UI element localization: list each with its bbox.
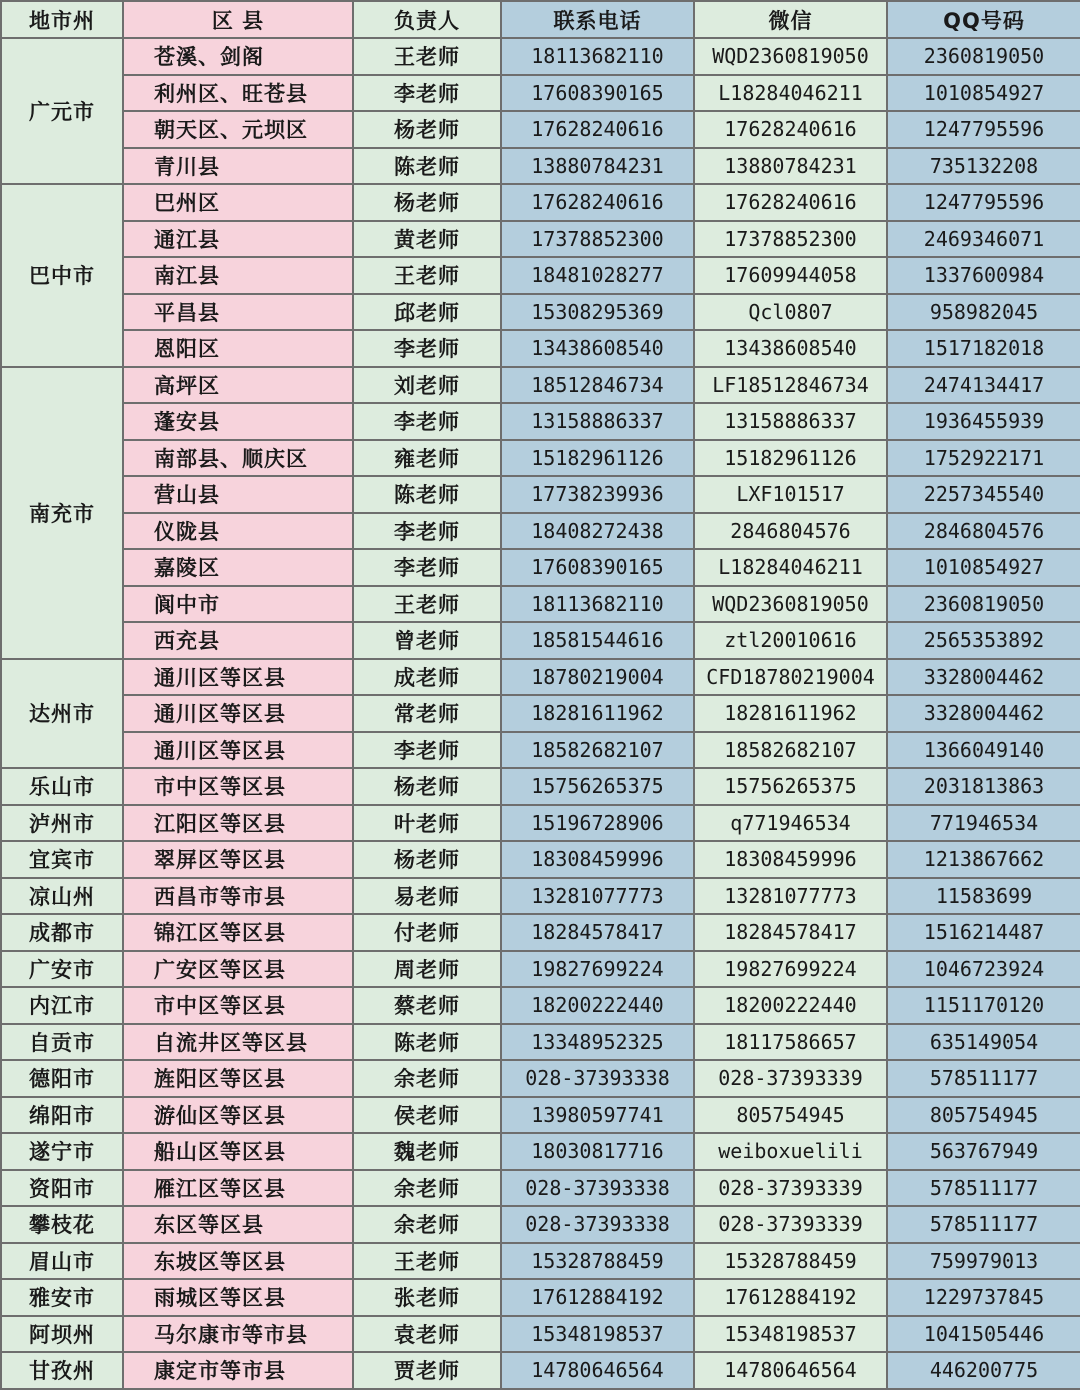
phone-cell: 17612884192 — [501, 1279, 694, 1316]
wechat-cell: L18284046211 — [694, 75, 887, 112]
district-cell: 游仙区等区县 — [123, 1097, 353, 1134]
phone-cell: 13980597741 — [501, 1097, 694, 1134]
qq-cell: 635149054 — [887, 1024, 1080, 1061]
district-cell: 仪陇县 — [123, 513, 353, 550]
qq-cell: 3328004462 — [887, 695, 1080, 732]
district-cell: 营山县 — [123, 476, 353, 513]
table-row — [1, 75, 1080, 112]
qq-cell: 3328004462 — [887, 659, 1080, 696]
table-row — [1, 1133, 1080, 1170]
qq-cell: 771946534 — [887, 805, 1080, 842]
wechat-cell: 028-37393339 — [694, 1060, 887, 1097]
phone-cell: 15348198537 — [501, 1316, 694, 1353]
city-cell: 广安市 — [1, 951, 123, 988]
phone-cell: 15308295369 — [501, 294, 694, 331]
table-row — [1, 184, 1080, 221]
person-cell: 陈老师 — [353, 148, 501, 185]
qq-cell: 2360819050 — [887, 38, 1080, 75]
table-row — [1, 403, 1080, 440]
wechat-cell: 13158886337 — [694, 403, 887, 440]
wechat-cell: 15348198537 — [694, 1316, 887, 1353]
qq-cell: 2360819050 — [887, 586, 1080, 623]
wechat-cell: WQD2360819050 — [694, 38, 887, 75]
person-cell: 李老师 — [353, 330, 501, 367]
person-cell: 常老师 — [353, 695, 501, 732]
phone-cell: 18200222440 — [501, 987, 694, 1024]
qq-cell: 1516214487 — [887, 914, 1080, 951]
table-row — [1, 951, 1080, 988]
phone-cell: 13281077773 — [501, 878, 694, 915]
qq-cell: 1337600984 — [887, 257, 1080, 294]
qq-cell: 1752922171 — [887, 440, 1080, 477]
person-cell: 周老师 — [353, 951, 501, 988]
wechat-cell: 17612884192 — [694, 1279, 887, 1316]
person-cell: 贾老师 — [353, 1352, 501, 1389]
district-cell: 雁江区等区县 — [123, 1170, 353, 1207]
person-cell: 陈老师 — [353, 476, 501, 513]
table-row — [1, 1170, 1080, 1207]
qq-cell: 446200775 — [887, 1352, 1080, 1389]
phone-cell: 13348952325 — [501, 1024, 694, 1061]
phone-cell: 17608390165 — [501, 75, 694, 112]
phone-cell: 18281611962 — [501, 695, 694, 732]
wechat-cell: 805754945 — [694, 1097, 887, 1134]
table-row — [1, 768, 1080, 805]
district-cell: 西充县 — [123, 622, 353, 659]
district-cell: 通川区等区县 — [123, 695, 353, 732]
person-cell: 杨老师 — [353, 841, 501, 878]
table-row — [1, 987, 1080, 1024]
qq-cell: 2565353892 — [887, 622, 1080, 659]
phone-cell: 19827699224 — [501, 951, 694, 988]
person-cell: 杨老师 — [353, 184, 501, 221]
city-cell: 阿坝州 — [1, 1316, 123, 1353]
wechat-cell: 18281611962 — [694, 695, 887, 732]
city-cell: 泸州市 — [1, 805, 123, 842]
district-cell: 船山区等区县 — [123, 1133, 353, 1170]
wechat-cell: LF18512846734 — [694, 367, 887, 404]
district-cell: 康定市等市县 — [123, 1352, 353, 1389]
phone-cell: 15196728906 — [501, 805, 694, 842]
wechat-cell: 17378852300 — [694, 221, 887, 258]
table-row — [1, 257, 1080, 294]
wechat-cell: 14780646564 — [694, 1352, 887, 1389]
district-cell: 自流井区等区县 — [123, 1024, 353, 1061]
person-cell: 黄老师 — [353, 221, 501, 258]
wechat-cell: 17628240616 — [694, 111, 887, 148]
table-row — [1, 440, 1080, 477]
table-body — [1, 38, 1080, 1389]
district-cell: 雨城区等区县 — [123, 1279, 353, 1316]
phone-cell: 15328788459 — [501, 1243, 694, 1280]
city-cell: 攀枝花 — [1, 1206, 123, 1243]
qq-cell: 1046723924 — [887, 951, 1080, 988]
qq-cell: 578511177 — [887, 1170, 1080, 1207]
table-row — [1, 732, 1080, 769]
qq-cell: 2469346071 — [887, 221, 1080, 258]
person-cell: 李老师 — [353, 513, 501, 550]
district-cell: 平昌县 — [123, 294, 353, 331]
person-cell: 蔡老师 — [353, 987, 501, 1024]
phone-cell: 18408272438 — [501, 513, 694, 550]
phone-cell: 18113682110 — [501, 586, 694, 623]
city-cell: 德阳市 — [1, 1060, 123, 1097]
wechat-cell: weiboxuelili — [694, 1133, 887, 1170]
table-row — [1, 148, 1080, 185]
wechat-cell: 15182961126 — [694, 440, 887, 477]
district-cell: 通江县 — [123, 221, 353, 258]
phone-cell: 17608390165 — [501, 549, 694, 586]
phone-cell: 13880784231 — [501, 148, 694, 185]
qq-cell: 563767949 — [887, 1133, 1080, 1170]
person-cell: 付老师 — [353, 914, 501, 951]
phone-cell: 17628240616 — [501, 184, 694, 221]
table-row — [1, 549, 1080, 586]
city-cell: 资阳市 — [1, 1170, 123, 1207]
qq-cell: 1936455939 — [887, 403, 1080, 440]
district-cell: 南江县 — [123, 257, 353, 294]
qq-cell: 759979013 — [887, 1243, 1080, 1280]
district-cell: 市中区等区县 — [123, 987, 353, 1024]
district-cell: 青川县 — [123, 148, 353, 185]
qq-cell: 2846804576 — [887, 513, 1080, 550]
qq-cell: 735132208 — [887, 148, 1080, 185]
person-cell: 余老师 — [353, 1206, 501, 1243]
district-cell: 蓬安县 — [123, 403, 353, 440]
city-cell: 甘孜州 — [1, 1352, 123, 1389]
header-phone: 联系电话 — [501, 1, 694, 38]
city-cell: 广元市 — [1, 38, 123, 184]
table-row — [1, 695, 1080, 732]
city-cell: 绵阳市 — [1, 1097, 123, 1134]
wechat-cell: 15328788459 — [694, 1243, 887, 1280]
table-row — [1, 586, 1080, 623]
phone-cell: 15756265375 — [501, 768, 694, 805]
table-row — [1, 1316, 1080, 1353]
qq-cell: 11583699 — [887, 878, 1080, 915]
qq-cell: 958982045 — [887, 294, 1080, 331]
district-cell: 巴州区 — [123, 184, 353, 221]
wechat-cell: q771946534 — [694, 805, 887, 842]
person-cell: 曾老师 — [353, 622, 501, 659]
person-cell: 杨老师 — [353, 768, 501, 805]
header-district: 区 县 — [123, 1, 353, 38]
wechat-cell: 13438608540 — [694, 330, 887, 367]
header-qq: QQ号码 — [887, 1, 1080, 38]
wechat-cell: Qcl0807 — [694, 294, 887, 331]
person-cell: 雍老师 — [353, 440, 501, 477]
person-cell: 王老师 — [353, 586, 501, 623]
city-cell: 自贡市 — [1, 1024, 123, 1061]
wechat-cell: 15756265375 — [694, 768, 887, 805]
phone-cell: 13438608540 — [501, 330, 694, 367]
district-cell: 通川区等区县 — [123, 732, 353, 769]
phone-cell: 18581544616 — [501, 622, 694, 659]
district-cell: 锦江区等区县 — [123, 914, 353, 951]
table-row — [1, 1243, 1080, 1280]
person-cell: 王老师 — [353, 257, 501, 294]
district-cell: 翠屏区等区县 — [123, 841, 353, 878]
qq-cell: 1247795596 — [887, 184, 1080, 221]
person-cell: 袁老师 — [353, 1316, 501, 1353]
qq-cell: 578511177 — [887, 1060, 1080, 1097]
phone-cell: 028-37393338 — [501, 1060, 694, 1097]
person-cell: 成老师 — [353, 659, 501, 696]
city-cell: 乐山市 — [1, 768, 123, 805]
city-cell: 宜宾市 — [1, 841, 123, 878]
wechat-cell: 18308459996 — [694, 841, 887, 878]
phone-cell: 18284578417 — [501, 914, 694, 951]
city-cell: 达州市 — [1, 659, 123, 769]
wechat-cell: 18284578417 — [694, 914, 887, 951]
wechat-cell: 2846804576 — [694, 513, 887, 550]
wechat-cell: CFD18780219004 — [694, 659, 887, 696]
table-header — [1, 1, 1080, 38]
wechat-cell: 18117586657 — [694, 1024, 887, 1061]
qq-cell: 1213867662 — [887, 841, 1080, 878]
person-cell: 侯老师 — [353, 1097, 501, 1134]
table-row — [1, 367, 1080, 404]
city-cell: 南充市 — [1, 367, 123, 659]
person-cell: 余老师 — [353, 1060, 501, 1097]
person-cell: 张老师 — [353, 1279, 501, 1316]
qq-cell: 1247795596 — [887, 111, 1080, 148]
qq-cell: 1010854927 — [887, 549, 1080, 586]
person-cell: 李老师 — [353, 403, 501, 440]
district-cell: 嘉陵区 — [123, 549, 353, 586]
qq-cell: 2257345540 — [887, 476, 1080, 513]
table-row — [1, 1097, 1080, 1134]
person-cell: 王老师 — [353, 1243, 501, 1280]
header-row — [1, 1, 1080, 38]
qq-cell: 1010854927 — [887, 75, 1080, 112]
qq-cell: 1229737845 — [887, 1279, 1080, 1316]
person-cell: 李老师 — [353, 75, 501, 112]
table-row — [1, 221, 1080, 258]
table-row — [1, 1024, 1080, 1061]
district-cell: 市中区等区县 — [123, 768, 353, 805]
district-cell: 广安区等区县 — [123, 951, 353, 988]
person-cell: 易老师 — [353, 878, 501, 915]
phone-cell: 13158886337 — [501, 403, 694, 440]
wechat-cell: LXF101517 — [694, 476, 887, 513]
wechat-cell: 17628240616 — [694, 184, 887, 221]
person-cell: 李老师 — [353, 732, 501, 769]
district-cell: 江阳区等区县 — [123, 805, 353, 842]
phone-cell: 18481028277 — [501, 257, 694, 294]
person-cell: 李老师 — [353, 549, 501, 586]
person-cell: 叶老师 — [353, 805, 501, 842]
wechat-cell: 028-37393339 — [694, 1206, 887, 1243]
city-cell: 雅安市 — [1, 1279, 123, 1316]
table-row — [1, 476, 1080, 513]
table-row — [1, 330, 1080, 367]
person-cell: 余老师 — [353, 1170, 501, 1207]
wechat-cell: 19827699224 — [694, 951, 887, 988]
phone-cell: 18582682107 — [501, 732, 694, 769]
phone-cell: 17628240616 — [501, 111, 694, 148]
person-cell: 杨老师 — [353, 111, 501, 148]
phone-cell: 17738239936 — [501, 476, 694, 513]
qq-cell: 2031813863 — [887, 768, 1080, 805]
header-person: 负责人 — [353, 1, 501, 38]
wechat-cell: 13880784231 — [694, 148, 887, 185]
district-cell: 西昌市等市县 — [123, 878, 353, 915]
city-cell: 遂宁市 — [1, 1133, 123, 1170]
district-cell: 恩阳区 — [123, 330, 353, 367]
wechat-cell: 18200222440 — [694, 987, 887, 1024]
qq-cell: 1517182018 — [887, 330, 1080, 367]
phone-cell: 18113682110 — [501, 38, 694, 75]
table-row — [1, 622, 1080, 659]
phone-cell: 18308459996 — [501, 841, 694, 878]
wechat-cell: L18284046211 — [694, 549, 887, 586]
qq-cell: 578511177 — [887, 1206, 1080, 1243]
district-cell: 利州区、旺苍县 — [123, 75, 353, 112]
qq-cell: 1041505446 — [887, 1316, 1080, 1353]
table-row — [1, 1206, 1080, 1243]
district-cell: 南部县、顺庆区 — [123, 440, 353, 477]
header-city: 地市州 — [1, 1, 123, 38]
person-cell: 刘老师 — [353, 367, 501, 404]
table-row — [1, 1279, 1080, 1316]
qq-cell: 1366049140 — [887, 732, 1080, 769]
qq-cell: 2474134417 — [887, 367, 1080, 404]
district-cell: 旌阳区等区县 — [123, 1060, 353, 1097]
phone-cell: 18030817716 — [501, 1133, 694, 1170]
table-row — [1, 111, 1080, 148]
wechat-cell: ztl20010616 — [694, 622, 887, 659]
city-cell: 巴中市 — [1, 184, 123, 367]
phone-cell: 15182961126 — [501, 440, 694, 477]
table-row — [1, 659, 1080, 696]
district-cell: 朝天区、元坝区 — [123, 111, 353, 148]
table-row — [1, 294, 1080, 331]
district-cell: 马尔康市等市县 — [123, 1316, 353, 1353]
district-cell: 高坪区 — [123, 367, 353, 404]
district-cell: 东坡区等区县 — [123, 1243, 353, 1280]
city-cell: 眉山市 — [1, 1243, 123, 1280]
table-row — [1, 805, 1080, 842]
district-cell: 东区等区县 — [123, 1206, 353, 1243]
table-row — [1, 841, 1080, 878]
district-cell: 阆中市 — [123, 586, 353, 623]
phone-cell: 028-37393338 — [501, 1206, 694, 1243]
wechat-cell: 18582682107 — [694, 732, 887, 769]
city-cell: 成都市 — [1, 914, 123, 951]
district-cell: 苍溪、剑阁 — [123, 38, 353, 75]
city-cell: 凉山州 — [1, 878, 123, 915]
header-wechat: 微信 — [694, 1, 887, 38]
city-cell: 内江市 — [1, 987, 123, 1024]
qq-cell: 1151170120 — [887, 987, 1080, 1024]
person-cell: 魏老师 — [353, 1133, 501, 1170]
table-row — [1, 1352, 1080, 1389]
phone-cell: 18512846734 — [501, 367, 694, 404]
wechat-cell: WQD2360819050 — [694, 586, 887, 623]
qq-cell: 805754945 — [887, 1097, 1080, 1134]
phone-cell: 028-37393338 — [501, 1170, 694, 1207]
wechat-cell: 17609944058 — [694, 257, 887, 294]
table-row — [1, 38, 1080, 75]
district-cell: 通川区等区县 — [123, 659, 353, 696]
table-row — [1, 1060, 1080, 1097]
person-cell: 邱老师 — [353, 294, 501, 331]
wechat-cell: 028-37393339 — [694, 1170, 887, 1207]
table-row — [1, 513, 1080, 550]
phone-cell: 17378852300 — [501, 221, 694, 258]
table-row — [1, 914, 1080, 951]
phone-cell: 18780219004 — [501, 659, 694, 696]
person-cell: 陈老师 — [353, 1024, 501, 1061]
wechat-cell: 13281077773 — [694, 878, 887, 915]
table-row — [1, 878, 1080, 915]
person-cell: 王老师 — [353, 38, 501, 75]
phone-cell: 14780646564 — [501, 1352, 694, 1389]
